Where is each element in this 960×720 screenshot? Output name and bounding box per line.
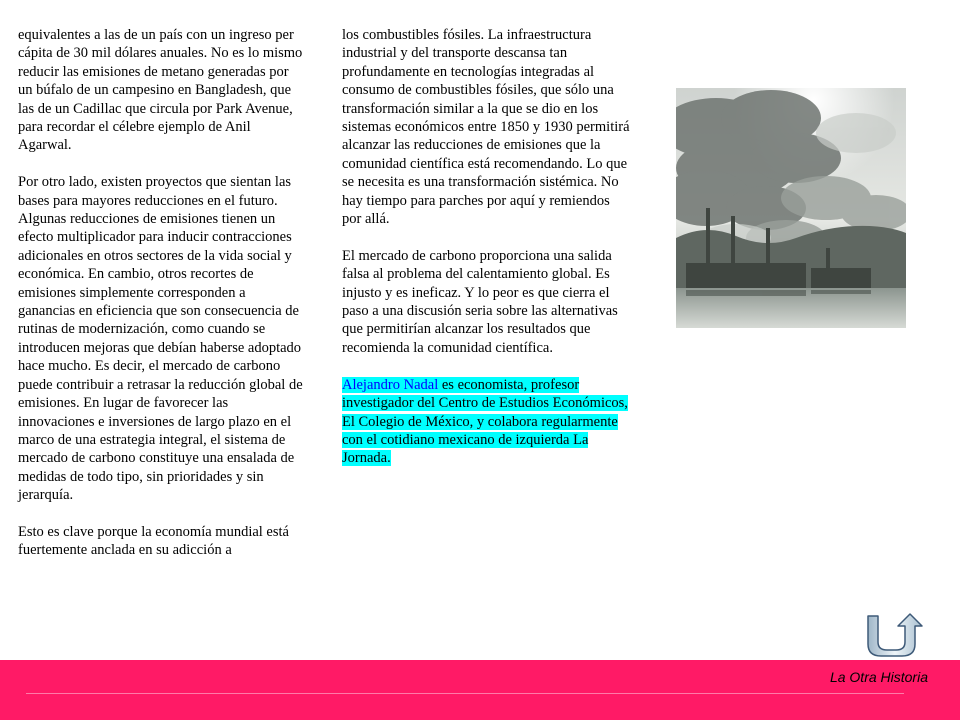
article-paragraph: Esto es clave porque la economía mundial está fuertemente anclada en su adicción a xyxy=(18,523,289,559)
u-turn-arrow-icon[interactable] xyxy=(860,612,930,658)
footer-divider xyxy=(26,693,904,694)
article-paragraph: los combustibles fósiles. La infraestructura industrial y del transporte descansa tan profundamente en tecnologías integradas al consumo de combustibles fósiles, que sólo una transformación similar a la que se dio en los sistemas económicos entre 1850 y 1930 permitirá alcanzar las reducciones de emisiones que la comunidad científica está recomendando. Lo que se necesita es una transformación sistémica. No hay tiempo para parches por aquí y remiendos por allá. xyxy=(342,27,630,228)
author-name-link[interactable]: Alejandro Nadal xyxy=(342,376,439,393)
power-plant-photo xyxy=(676,88,906,328)
article-column-middle xyxy=(342,26,632,486)
article-column-left xyxy=(18,26,303,578)
author-note xyxy=(342,376,632,468)
footer-bar xyxy=(0,660,960,720)
article-paragraph: Por otro lado, existen proyectos que sientan las bases para mayores reducciones en el futuro. Algunas reducciones de emisiones tienen un efecto multiplicador para inducir contracciones adicionales en otros sectores de la vida social y económica. En cambio, otros recortes de emisiones simplemente corresponden a ganancias en eficiencia que son consecuencia de rutinas de modernización, como cuando se introducen mejoras que debían haberse adoptado hace mucho. Es decir, el mercado de carbono puede contribuir a retrasar la reducción global de emisiones. En lugar de favorecer las innovaciones e inversiones de largo plazo en el marco de una estrategia integral, el sistema de mercado de carbono constituye una ensalada de medidas de todo tipo, sin prioridades y sin jerarquía. xyxy=(18,174,303,504)
article-paragraph: equivalentes a las de un país con un ingreso per cápita de 30 mil dólares anuales. No es lo mismo reducir las emisiones de metano generadas por un búfalo de un campesino en Bangladesh, que las de un Cadillac que circula por Park Avenue, para recordar el célebre ejemplo de Anil Agarwal. xyxy=(18,27,303,154)
article-paragraph: El mercado de carbono proporciona una salida falsa al problema del calentamiento global. Es injusto y es ineficaz. Y lo peor es que cierra el paso a una discusión seria sobre las alternativas que permitirían alcanzar los resultados que recomienda la comunidad científica. xyxy=(342,247,618,356)
footer-brand: La Otra Historia xyxy=(829,669,928,685)
power-plant-illustration xyxy=(676,88,906,328)
author-bio: es economista, profesor investigador del Centro de Estudios Económicos, El Colegio de México, y colabora regularmente con el cotidiano mexicano de izquierda La Jornada. xyxy=(342,376,628,467)
